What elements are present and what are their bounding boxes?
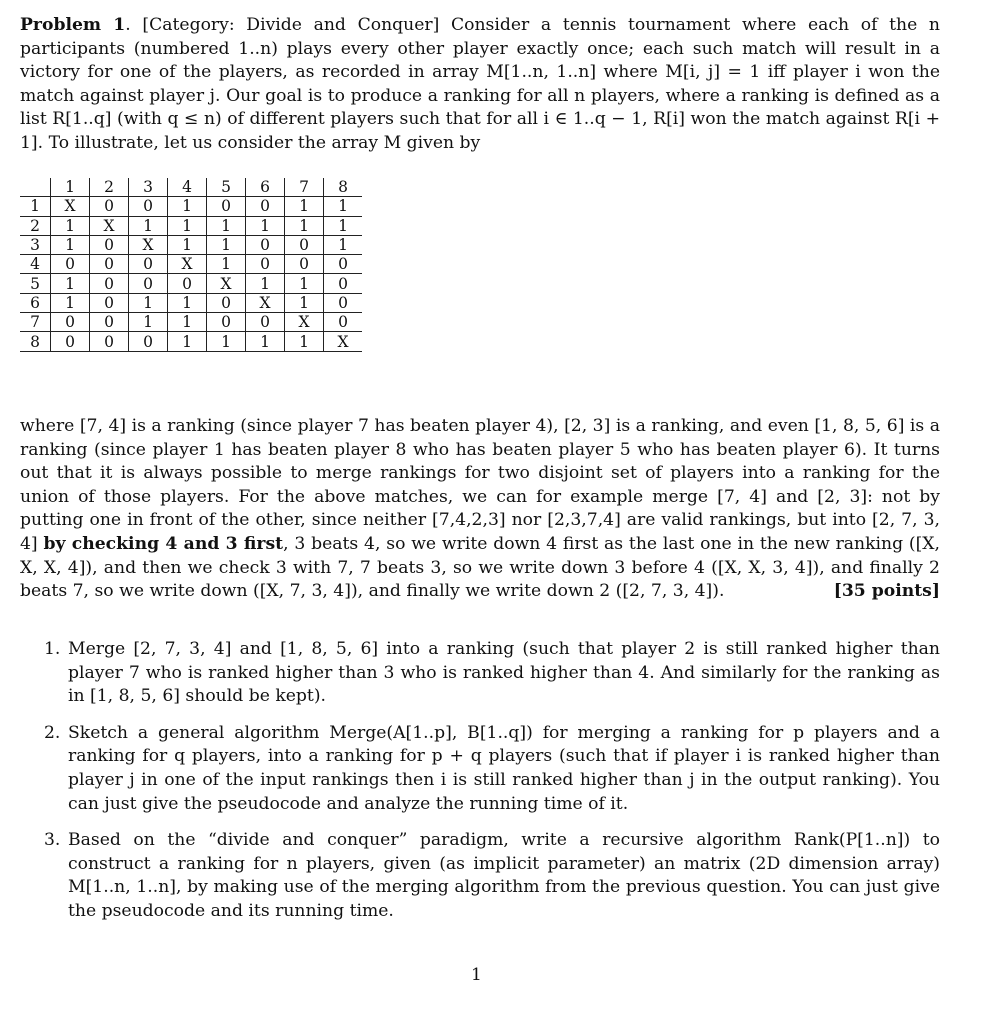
matrix-cell: 1: [51, 274, 90, 293]
matrix-cell: X: [129, 235, 168, 254]
matrix-cell: 0: [129, 332, 168, 351]
matrix-cell: 1: [207, 235, 246, 254]
matrix-cell: 0: [207, 313, 246, 332]
matrix-cell: X: [285, 313, 324, 332]
matrix-cell: 0: [324, 293, 363, 312]
document-page: [20, 14, 941, 921]
matrix-cell: 1: [168, 197, 207, 216]
matrix-cell: 1: [285, 274, 324, 293]
matrix-cell: 0: [90, 255, 129, 274]
matrix-cell: 0: [246, 255, 285, 274]
matrix-cell: 1: [51, 293, 90, 312]
problem-heading: Problem 1: [20, 15, 126, 35]
task-text: Merge [2, 7, 3, 4] and [1, 8, 5, 6] into a ranking (such that player 2 is still ranked higher than player 7 who is ranked higher than 3 who is ranked higher than 4. And similarly for the ranking as in [1, 8, 5, 6] should be kept).: [68, 639, 940, 707]
problem-intro-text: . [Category: Divide and Conquer] Consider a tennis tournament where each of the n participants (numbered 1..n) plays every other player exactly once; each such match will result in a victory for one of the players, as recorded in array M[1..n, 1..n] where M[i, j] = 1 iff player i won the match against player j. Our goal is to produce a ranking for all n players, where a ranking is defined as a list R[1..q] (with q ≤ n) of different players such that for all i ∈ 1..q − 1, R[i] won the match against R[i + 1]. To illustrate, let us consider the array M given by: [20, 15, 941, 153]
matrix-cell: 1: [207, 216, 246, 235]
matrix-col-header: 4: [168, 178, 207, 197]
matrix-cell: 0: [90, 293, 129, 312]
task-item: [20, 722, 940, 816]
matrix-cell: 1: [324, 216, 363, 235]
matrix-cell: 1: [51, 216, 90, 235]
matrix-cell: 1: [324, 235, 363, 254]
matrix-cell: 1: [129, 216, 168, 235]
matrix-row-header: 7: [20, 313, 51, 332]
matrix-cell: 1: [51, 235, 90, 254]
matrix-row-header: 5: [20, 274, 51, 293]
matrix-cell: 0: [51, 332, 90, 351]
matrix-col-header: 6: [246, 178, 285, 197]
matrix-row: [20, 332, 362, 351]
matrix-cell: 0: [246, 235, 285, 254]
matrix-cell: X: [168, 255, 207, 274]
matrix-cell: X: [90, 216, 129, 235]
matrix-cell: 0: [129, 255, 168, 274]
matrix-cell: 0: [285, 235, 324, 254]
matrix-cell: 0: [90, 332, 129, 351]
matrix-cell: X: [207, 274, 246, 293]
task-text: Sketch a general algorithm Merge(A[1..p], B[1..q]) for merging a ranking for p players and a ranking for q players, into a ranking for p + q players (such that if player i is ranked higher than player j in one of the input rankings then i is still ranked higher than j in the output ranking). You can just give the pseudocode and analyze the running time of it.: [68, 722, 940, 814]
matrix-row: [20, 216, 362, 235]
explanation-bold: by checking 4 and 3 first: [43, 533, 284, 554]
matrix-col-header: 3: [129, 178, 168, 197]
task-item: [20, 638, 940, 709]
task-list: [20, 638, 940, 937]
matrix-cell: 1: [285, 197, 324, 216]
matrix-cell: 0: [90, 197, 129, 216]
matrix-cell: 1: [207, 332, 246, 351]
task-number: 2.: [44, 722, 61, 743]
matrix-row-header: 2: [20, 216, 51, 235]
matrix-col-header: 2: [90, 178, 129, 197]
matrix-col-header: 8: [324, 178, 363, 197]
matrix-cell: 0: [90, 313, 129, 332]
matrix-cell: 0: [90, 274, 129, 293]
matrix-cell: 0: [324, 274, 363, 293]
matrix-row-header: 6: [20, 293, 51, 312]
matrix-cell: 1: [207, 255, 246, 274]
task-number: 1.: [44, 639, 61, 659]
matrix-cell: 0: [207, 197, 246, 216]
matrix-col-header: 1: [51, 178, 90, 197]
matrix-cell: 1: [285, 332, 324, 351]
matrix-cell: 1: [285, 216, 324, 235]
matrix-cell: 0: [324, 255, 363, 274]
matrix-cell: 1: [129, 313, 168, 332]
task-number: 3.: [44, 830, 61, 851]
matrix-col-header: 5: [207, 178, 246, 197]
matrix-cell: 1: [168, 293, 207, 312]
explanation-paragraph: [20, 415, 940, 604]
matrix-cell: 1: [246, 216, 285, 235]
matrix-cell: X: [51, 197, 90, 216]
matrix-cell: 1: [246, 274, 285, 293]
matrix-cell: 1: [168, 313, 207, 332]
matrix-row: [20, 293, 362, 312]
matrix-cell: 0: [129, 274, 168, 293]
matrix-header-row: [20, 178, 362, 197]
matrix-row-header: 8: [20, 332, 51, 351]
task-text: Based on the “divide and conquer” paradigm, write a recursive algorithm Rank(P[1..n]) to construct a ranking for n players, given (as implicit parameter) an matrix (2D dimension array) M[1..n, 1..n], by making use of the merging algorithm from the previous question. You can just give the pseudocode and its running time.: [68, 830, 940, 921]
matrix-cell: 1: [129, 293, 168, 312]
matrix-col-header: 7: [285, 178, 324, 197]
matrix-cell: 1: [246, 332, 285, 351]
matrix-cell: 0: [246, 313, 285, 332]
explanation-text-a: where [7, 4] is a ranking (since player 7 has beaten player 4), [2, 3] is a ranking, and even [1, 8, 5, 6] is a ranking (since player 1 has beaten player 8 who has beaten player 5 who has beaten player 6). It turns out that it is always possible to merge rankings for two disjoint set of players into a ranking for the union of those players. For the above matches, we can for example merge [7, 4] and [2, 3]: not by putting one in front of the other, since neither [7,4,2,3] nor [2,3,7,4] are valid rankings, but into [2, 7, 3, 4]: [20, 416, 940, 554]
page-number: 1: [471, 965, 482, 985]
problem-intro: [20, 14, 940, 156]
matrix-cell: 1: [168, 332, 207, 351]
matrix-cell: 0: [246, 197, 285, 216]
matrix-cell: 0: [324, 313, 363, 332]
matrix-cell: 0: [168, 274, 207, 293]
matrix-corner: [20, 178, 51, 197]
matrix-row-header: 1: [20, 197, 51, 216]
matrix-cell: 0: [51, 255, 90, 274]
matrix-cell: 0: [207, 293, 246, 312]
matrix-row: [20, 235, 362, 254]
matrix-cell: 0: [90, 235, 129, 254]
matrix-cell: 1: [324, 197, 363, 216]
points-label: [35 points]: [833, 581, 940, 602]
matrix-cell: X: [246, 293, 285, 312]
matrix-row: [20, 274, 362, 293]
matrix-cell: 0: [285, 255, 324, 274]
matrix-cell: X: [324, 332, 363, 351]
matrix-row: [20, 197, 362, 216]
matrix-row-header: 4: [20, 255, 51, 274]
matrix-cell: 1: [285, 293, 324, 312]
matrix-cell: 1: [168, 216, 207, 235]
task-item: [20, 829, 940, 923]
matrix-cell: 0: [129, 197, 168, 216]
explanation-text-b: , 3 beats 4, so we write down 4 first as the last one in the new ranking ([X, X, X, 4]), and then we check 3 with 7, 7 beats 3, so we write down 3 before 4 ([X, X, 3, 4]), and finally 2 beats 7, so we write down ([X, 7, 3, 4]), and finally we write down 2 ([2, 7, 3, 4]).: [20, 533, 941, 602]
matrix-row: [20, 313, 362, 332]
match-matrix: [20, 178, 362, 352]
matrix-cell: 1: [168, 235, 207, 254]
matrix-cell: 0: [51, 313, 90, 332]
matrix-row: [20, 255, 362, 274]
matrix-row-header: 3: [20, 235, 51, 254]
